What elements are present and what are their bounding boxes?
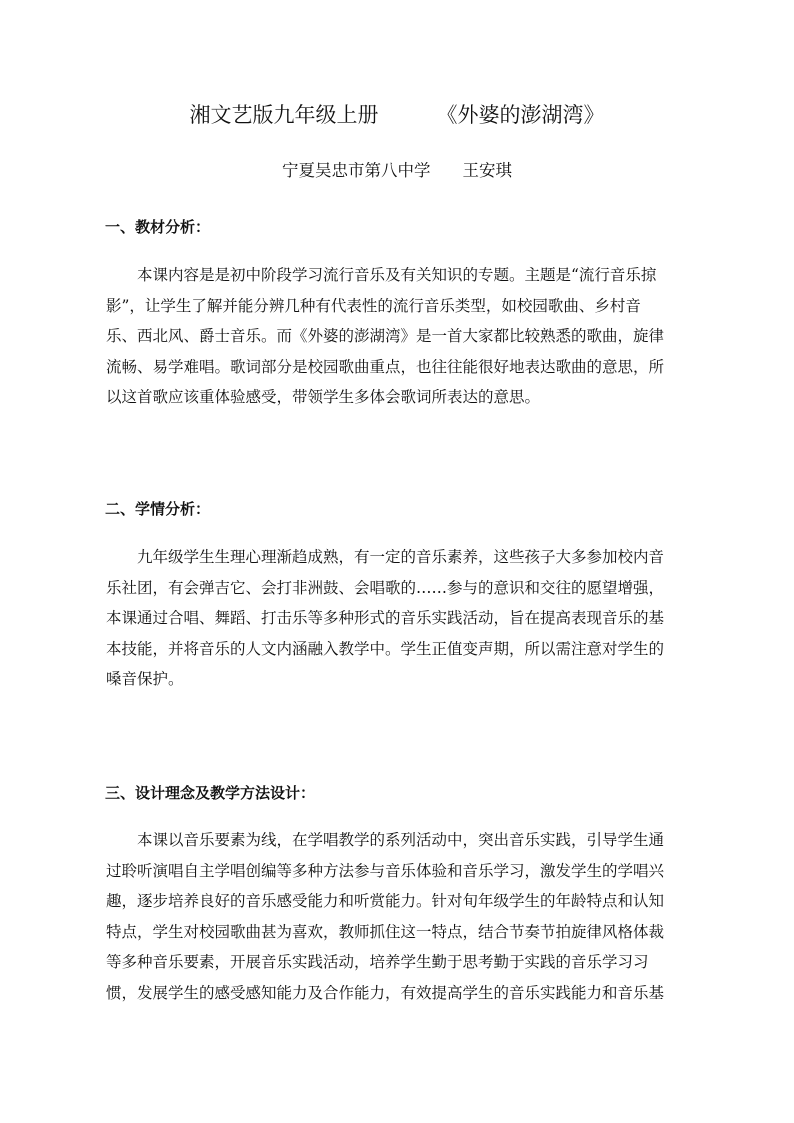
author-name: 王安琪 <box>462 161 512 180</box>
paragraph-line: 趣，逐步培养良好的音乐感受能力和听赏能力。针对旬年级学生的年龄特点和认知 <box>106 892 665 910</box>
paragraph-line: 等多种音乐要素，开展音乐实践活动，培养学生勤于思考勤于实践的音乐学习习 <box>106 953 649 971</box>
author-line <box>0 160 794 182</box>
paragraph-line: 过聆听演唱自主学唱创编等多种方法参与音乐体验和音乐学习，激发学生的学唱兴 <box>106 861 665 880</box>
paragraph-line: 本课通过合唱、舞蹈、打击乐等多种形式的音乐实践活动，旨在提高表现音乐的基 <box>106 609 665 627</box>
paragraph-line: 本技能，并将音乐的人文内涵融入教学中。学生正值变声期，所以需注意对学生的 <box>106 639 665 658</box>
section-heading-material-analysis: 一、教材分析： <box>105 218 211 236</box>
paragraph-line: 本课内容是是初中阶段学习流行音乐及有关知识的专题。主题是“流行音乐掠 <box>137 266 657 284</box>
paragraph-line: 惯，发展学生的感受感知能力及合作能力，有效提高学生的音乐实践能力和音乐基 <box>106 983 665 1002</box>
paragraph-line: 影”，让学生了解并能分辨几种有代表性的流行音乐类型，如校园歌曲、乡村音 <box>106 296 641 315</box>
title-song: 《外婆的澎湖湾》 <box>436 103 605 127</box>
title-textbook: 湘文艺版九年级上册 <box>189 103 379 127</box>
paragraph-line: 九年级学生生理心理渐趋成熟，有一定的音乐素养，这些孩子大多参加校内音 <box>137 548 665 566</box>
section-body-learner-analysis <box>106 542 688 695</box>
section-heading-learner-analysis: 二、学情分析： <box>105 500 211 518</box>
section-heading-design-concept: 三、设计理念及教学方法设计： <box>105 784 316 802</box>
paragraph-line: 乐、西北风、爵士音乐。而《外婆的澎湖湾》是一首大家都比较熟悉的歌曲，旋律 <box>106 327 665 345</box>
paragraph-line: 以这首歌应该重体验感受，带领学生多体会歌词所表达的意思。 <box>106 388 541 406</box>
paragraph-line: 嗓音保护。 <box>106 670 184 688</box>
section-body-design-concept <box>106 825 688 1008</box>
paragraph-line: 特点，学生对校园歌曲甚为喜欢，教师抓住这一特点，结合节奏节拍旋律风格体裁 <box>106 922 665 941</box>
section-body-material-analysis <box>106 260 688 413</box>
paragraph-line: 流畅、易学难唱。歌词部分是校园歌曲重点，也往往能很好地表达歌曲的意思，所 <box>106 357 665 376</box>
paragraph-line: 乐社团，有会弹吉它、会打非洲鼓、会唱歌的……参与的意识和交往的愿望增强， <box>106 578 665 597</box>
author-school: 宁夏吴忠市第八中学 <box>282 161 431 180</box>
document-title <box>0 101 794 129</box>
paragraph-line: 本课以音乐要素为线，在学唱教学的系列活动中，突出音乐实践，引导学生通 <box>137 831 665 849</box>
